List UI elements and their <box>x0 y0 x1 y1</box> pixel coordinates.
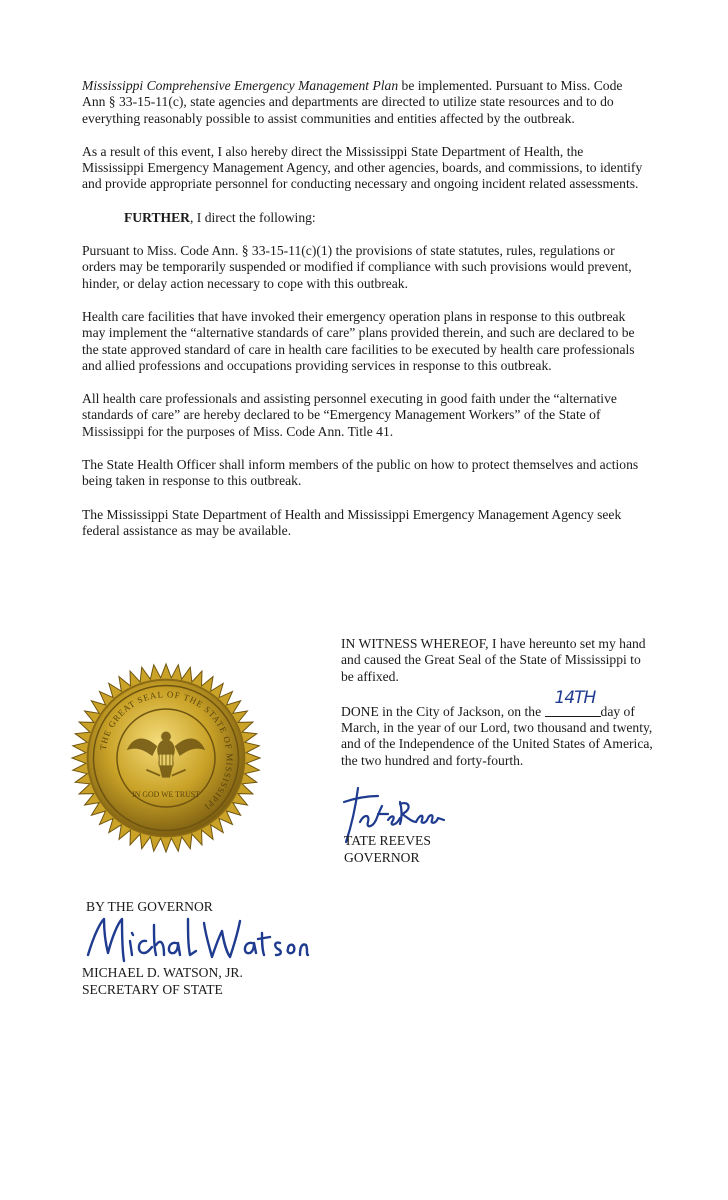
paragraph-emergency-workers: All health care professionals and assisting personnel executing in good faith under the “alternative standards of care” are hereby declared to be “Emergency Management Workers” of the State of Mississippi for the purposes of Miss. Code Ann. Title 41. <box>82 391 617 439</box>
paragraph-federal-assistance: The Mississippi State Department of Health and Mississippi Emergency Management Agency seek federal assistance as may be available. <box>82 506 622 538</box>
governor-title: GOVERNOR <box>344 850 420 865</box>
by-the-governor-label: BY THE GOVERNOR <box>86 899 213 914</box>
done-text-before: DONE in the City of Jackson, on the <box>341 703 545 719</box>
governor-name: TATE REEVES <box>344 833 431 848</box>
paragraph-further <box>82 210 648 226</box>
paragraph-suspension: Pursuant to Miss. Code Ann. § 33-15-11(c)(1) the provisions of state statutes, rules, regulations or orders may be temporarily suspended or modified if compliance with such provisions would prevent, hinder, or delay action necessary to cope with this outbreak. <box>82 243 632 291</box>
paragraph-implementation <box>82 78 648 127</box>
further-text: , I direct the following: <box>189 209 316 225</box>
paragraph-direction: As a result of this event, I also hereby direct the Mississippi State Department of Health, the Mississippi Emergency Management Agency, and other agencies, boards, and commissions, to identify and provide appropriate personnel for conducting necessary and ongoing incident related assessments. <box>82 143 643 192</box>
secretary-block <box>82 965 243 998</box>
great-seal-icon <box>68 660 264 856</box>
paragraph-health-officer: The State Health Officer shall inform members of the public on how to protect themselves and actions being taken in response to this outbreak. <box>82 457 639 489</box>
day-field <box>545 687 601 716</box>
further-label: FURTHER <box>124 209 190 225</box>
plan-title: Mississippi Comprehensive Emergency Management Plan <box>82 78 399 93</box>
paragraph-implementation-text: be implemented. Pursuant to Miss. Code Ann § 33-15-11(c), state agencies and departments are directed to utilize state resources and to do everything reasonably possible to assist communities and entities affected by the outbreak. <box>82 78 623 126</box>
seal-motto: IN GOD WE TRUST <box>132 790 200 800</box>
paragraph-standards-of-care: Health care facilities that have invoked their emergency operation plans in response to this outbreak may implement the “alternative standards of care” plans provided therein, and such are declared to be the state approved standard of care in health care facilities to be executed by health care professionals and allied professions and occupations providing services in response to this outbreak. <box>82 308 635 373</box>
witness-block <box>341 636 653 786</box>
witness-statement: IN WITNESS WHEREOF, I have hereunto set my hand and caused the Great Seal of the State of Mississippi to be affixed. <box>341 636 646 684</box>
secretary-title: SECRETARY OF STATE <box>82 981 223 997</box>
day-underline <box>545 716 601 717</box>
secretary-name: MICHAEL D. WATSON, JR. <box>82 965 243 980</box>
done-text-after: day of March, in the year of our Lord, two thousand and twenty, and of the Independence of the United States of America, the two hundred and forty-fourth. <box>341 703 653 768</box>
seal-legend: THE GREAT SEAL OF THE STATE OF MISSISSIPPI <box>97 689 235 813</box>
governor-block <box>344 832 431 866</box>
done-statement <box>341 687 653 769</box>
day-handwritten: 14TH <box>554 687 596 708</box>
proclamation-body <box>82 78 648 556</box>
